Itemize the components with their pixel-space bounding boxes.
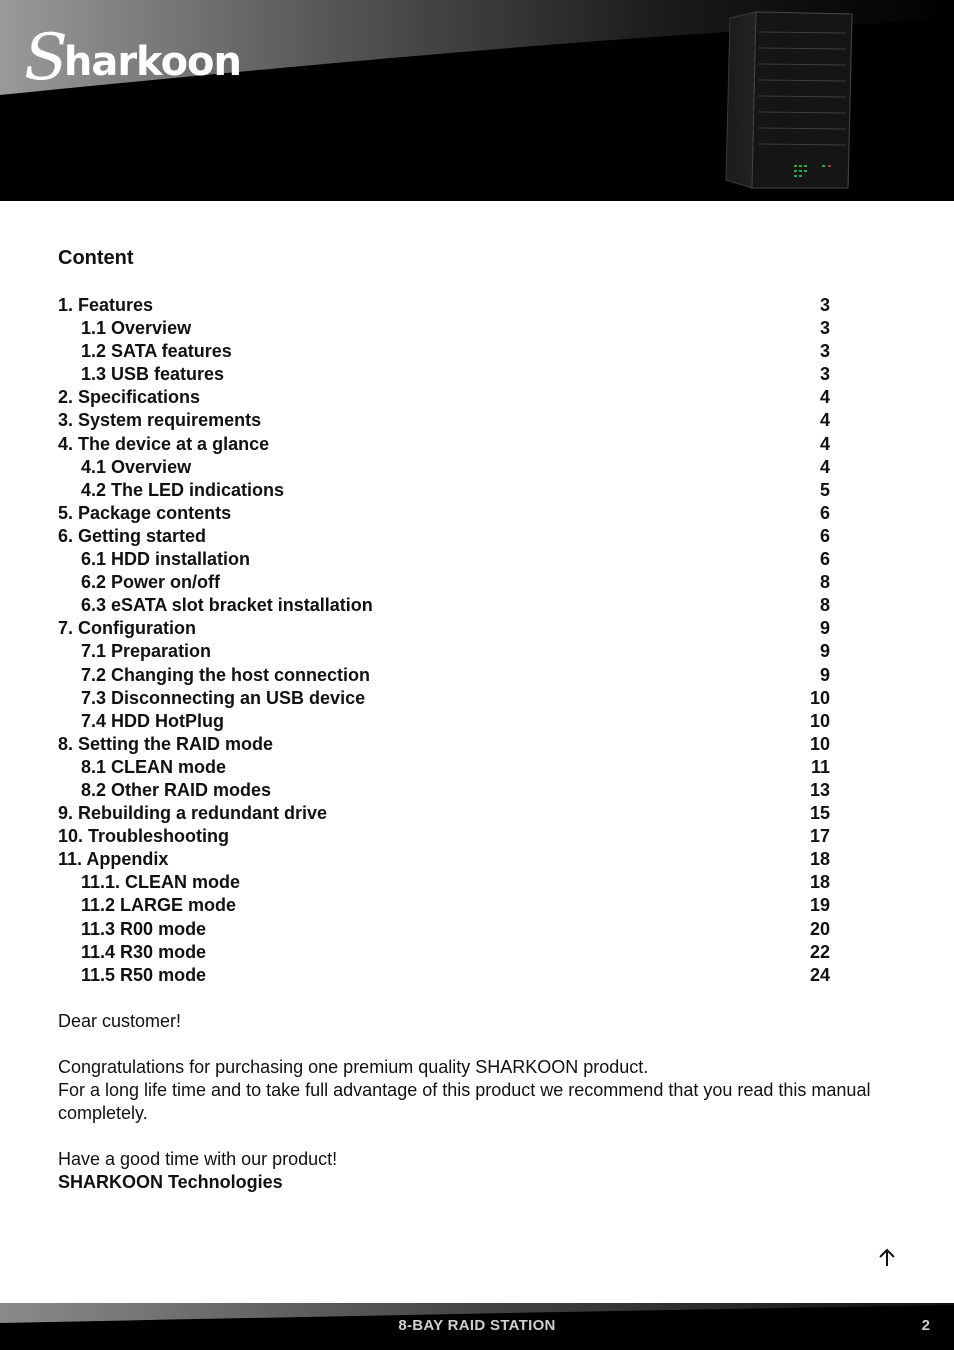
footer-bar [0,1303,954,1350]
toc-entry-page: 4 [819,433,830,454]
toc-entry-page: 17 [809,826,830,847]
toc-row[interactable] [58,964,830,987]
toc-entry-label: 7.2 Changing the host connection [81,664,371,685]
toc-entry-page: 10 [809,733,830,754]
toc-entry-label: 9. Rebuilding a redundant drive [58,803,328,824]
toc-row[interactable] [58,502,830,525]
arrow-up-icon[interactable] [876,1246,898,1270]
recommendation-text: For a long life time and to take full advantage of this product we recommend that you read this manual completely. [58,1080,871,1123]
page-number: 2 [921,1317,930,1334]
toc-entry-page: 11 [810,756,830,777]
toc-entry-page: 15 [809,803,830,824]
toc-entry-label: 2. Specifications [58,387,201,408]
toc-row[interactable] [58,317,830,340]
toc-entry-label: 7.3 Disconnecting an USB device [81,687,366,708]
toc-entry-page: 10 [809,687,830,708]
toc-entry-label: 4.1 Overview [81,456,192,477]
greeting-text: Dear customer! [58,1011,182,1031]
toc-entry-label: 6.1 HDD installation [81,549,251,570]
toc-row[interactable] [58,848,830,871]
toc-entry-page: 6 [819,502,830,523]
toc-entry-page: 8 [819,572,830,593]
toc-row[interactable] [58,409,830,432]
toc-row[interactable] [58,687,830,710]
toc-entry-page: 18 [809,849,830,870]
toc-row[interactable] [58,733,830,756]
toc-entry-page: 4 [819,456,830,477]
toc-row[interactable] [58,664,830,687]
toc-entry-page: 18 [809,872,830,893]
toc-entry-label: 1.3 USB features [81,364,225,385]
intro-text [58,1010,898,1194]
toc-row[interactable] [58,894,830,917]
toc-entry-page: 24 [809,964,830,985]
signature-text: SHARKOON Technologies [58,1172,283,1192]
congrats-text: Congratulations for purchasing one premium quality SHARKOON product. [58,1057,649,1077]
toc-row[interactable] [58,756,830,779]
toc-entry-label: 11.2 LARGE mode [81,895,237,916]
toc-entry-label: 1.1 Overview [81,318,192,339]
toc-entry-label: 1.2 SATA features [81,341,232,362]
toc-entry-page: 9 [819,618,830,639]
toc-entry-page: 3 [819,295,830,315]
toc-entry-label: 1. Features [58,295,154,315]
toc-entry-label: 11.4 R30 mode [81,941,207,962]
closing-text: Have a good time with our product! [58,1149,338,1169]
toc-entry-page: 19 [809,895,830,916]
toc-entry-label: 10. Troubleshooting [58,826,230,847]
toc-entry-label: 4. The device at a glance [58,433,270,454]
toc-entry-label: 8.1 CLEAN mode [81,756,227,777]
toc-entry-label: 11.1. CLEAN mode [81,872,241,893]
toc-row[interactable] [58,779,830,802]
toc-entry-page: 3 [819,318,830,339]
sharkoon-logo [24,22,241,94]
toc-entry-label: 6.3 eSATA slot bracket installation [81,595,373,616]
toc-row[interactable] [58,433,830,456]
table-of-contents [58,294,830,987]
toc-entry-label: 5. Package contents [58,502,232,523]
toc-entry-page: 20 [809,918,830,939]
toc-entry-label: 3. System requirements [58,410,262,431]
toc-row[interactable] [58,871,830,894]
logo-wordmark: harkoon [63,39,242,85]
toc-row[interactable] [58,941,830,964]
toc-entry-label: 11. Appendix [58,849,169,870]
raid-station-image [722,10,854,190]
toc-entry-label: 11.5 R50 mode [81,964,207,985]
logo-s-mark: S [24,21,68,95]
toc-entry-page: 8 [819,595,830,616]
toc-entry-page: 9 [819,641,830,662]
toc-entry-label: 8. Setting the RAID mode [58,733,274,754]
toc-entry-label: 7. Configuration [58,618,196,639]
toc-entry-page: 9 [819,664,830,685]
toc-entry-page: 4 [819,410,830,431]
toc-row[interactable] [58,456,830,479]
toc-entry-label: 8.2 Other RAID modes [81,779,272,800]
toc-entry-label: 4.2 The LED indications [81,479,285,500]
page-title: Content [58,247,134,269]
toc-row[interactable] [58,548,830,571]
toc-row[interactable] [58,710,830,733]
toc-row[interactable] [58,525,830,548]
toc-row[interactable] [58,640,830,663]
toc-entry-label: 6. Getting started [58,525,207,546]
toc-entry-page: 13 [809,779,830,800]
header-banner [0,0,954,201]
toc-row[interactable] [58,918,830,941]
toc-entry-page: 6 [819,549,830,570]
toc-row[interactable] [58,294,830,317]
toc-entry-page: 3 [819,341,830,362]
toc-entry-label: 11.3 R00 mode [81,918,207,939]
toc-entry-page: 22 [809,941,830,962]
footer-title: 8-BAY RAID STATION [398,1317,556,1334]
toc-row[interactable] [58,340,830,363]
toc-entry-page: 4 [819,387,830,408]
toc-entry-label: 7.1 Preparation [81,641,212,662]
toc-entry-page: 3 [819,364,830,385]
toc-row[interactable] [58,479,830,502]
toc-row[interactable] [58,571,830,594]
toc-row[interactable] [58,594,830,617]
toc-entry-page: 6 [819,525,830,546]
toc-entry-label: 6.2 Power on/off [81,572,221,593]
toc-row[interactable] [58,825,830,848]
toc-entry-page: 5 [819,479,830,500]
toc-entry-label: 7.4 HDD HotPlug [81,710,225,731]
toc-row[interactable] [58,617,830,640]
toc-row[interactable] [58,802,830,825]
toc-entry-page: 10 [809,710,830,731]
toc-row[interactable] [58,363,830,386]
toc-row[interactable] [58,386,830,409]
